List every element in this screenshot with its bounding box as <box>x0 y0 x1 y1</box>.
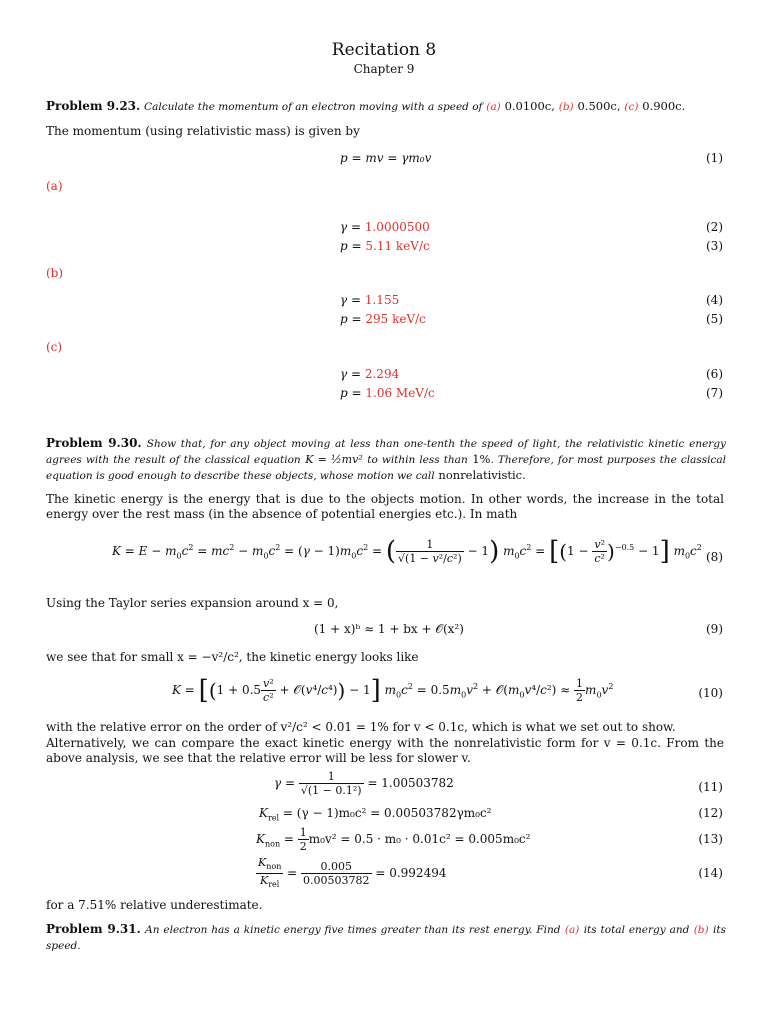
taylor-intro: Using the Taylor series expansion around x = 0, <box>46 596 339 610</box>
equation-14-denominator: 0.00503782 <box>303 874 370 888</box>
equation-14: $\frac{K_{non}}{K_{rel}}$ = $\frac{0.005}{0.00503782}$ = 0.992494 <box>258 856 447 890</box>
eqnum-10: (10) <box>698 686 723 700</box>
part-b-momentum-value: 295 keV/c <box>365 312 426 326</box>
part-c-momentum: p = 1.06 MeV/c <box>340 386 435 400</box>
eqnum-9: (9) <box>706 622 723 636</box>
equation-12: $K_{rel} = (\gamma - 1)m_0c^2 = 0.00503782\gamma m_0c^2$ <box>259 806 492 823</box>
eqnum-4: (4) <box>706 293 723 307</box>
problem-930-nonrelativistic: nonrelativistic. <box>438 468 526 482</box>
problem-923-part-a-value: 0.0100c, <box>504 99 555 113</box>
eqnum-1: (1) <box>706 151 723 165</box>
equation-1: p = mv = γm₀v <box>340 151 432 165</box>
relative-error-text: with the relative error on the order of v²/c² < 0.01 = 1% for v < 0.1c, which is what we set out to show. <box>46 720 676 734</box>
problem-930-text-b: to within less than <box>367 454 468 466</box>
problem-930-label: Problem 9.30. <box>46 436 142 450</box>
problem-923-statement <box>46 98 726 115</box>
part-b-momentum: p = 295 keV/c <box>340 312 426 326</box>
part-a-label: (a) <box>46 179 63 193</box>
equation-14-numerator: 0.005 <box>301 860 371 874</box>
problem-923-part-c-value: 0.900c. <box>642 99 686 113</box>
eqnum-11: (11) <box>698 780 723 794</box>
problem-931-part-a-label: (a) <box>564 924 580 936</box>
eqnum-12: (12) <box>698 806 723 820</box>
page-subtitle: Chapter 9 <box>353 62 415 76</box>
problem-923-part-b-label: (b) <box>558 101 574 113</box>
equation-11: γ = $\frac{1}{\text{√(1 − 0.1²)}}$ = 1.00503782 <box>274 770 454 797</box>
eqnum-5: (5) <box>706 312 723 326</box>
classical-ke-formula: K = ½mv² <box>305 453 363 466</box>
eqnum-7: (7) <box>706 386 723 400</box>
small-x-text: we see that for small x = −v²/c², the kinetic energy looks like <box>46 650 419 664</box>
equation-12-value: = (γ − 1)m₀c² = 0.00503782γm₀c² <box>282 806 492 820</box>
problem-931-label: Problem 9.31. <box>46 922 141 936</box>
problem-923-text: Calculate the momentum of an electron moving with a speed of <box>144 101 483 113</box>
part-a-momentum-value: 5.11 keV/c <box>365 239 430 253</box>
equation-10: K = [(1 + 0.5 $\frac{\text{v²}}{\text{c²}}$ + 𝒪(v⁴/c⁴)) − 1] $m_0c^2 = 0.5m_0v^2$ + $𝒪(m_0v^4/c^2)$ ≈ $\frac{1}{2}$ $m_0v^2$ <box>172 675 614 706</box>
equation-13: $K_{non}$ = $\frac{1}{2}$ m₀v² = 0.5 · m₀ · 0.01c² = 0.005m₀c² <box>256 826 531 853</box>
eqnum-8: (8) <box>706 550 723 564</box>
part-b-gamma: γ = 1.155 <box>340 293 400 307</box>
equation-13-value: m₀v² = 0.5 · m₀ · 0.01c² = 0.005m₀c² <box>308 832 531 846</box>
problem-931-text-1: An electron has a kinetic energy five times greater than its rest energy. Find <box>145 924 561 936</box>
problem-923-part-b-value: 0.500c, <box>577 99 621 113</box>
part-c-gamma-value: 2.294 <box>364 367 400 381</box>
problem-923-label: Problem 9.23. <box>46 99 141 113</box>
equation-8: $K = E - m_0c^2 = mc^2 - m_0c^2 = (\gamma - 1)m_0c^2$ = ( $\frac{1}{\text{√(1 − v²/c²)}}$ − 1) $m_0c^2 = [(1$ − $\frac{\text{v²}}{\text{c²}}$ )$^{-0.5}$ − 1] $m_0c^2$ <box>112 536 702 567</box>
part-c-momentum-value: 1.06 MeV/c <box>365 386 435 400</box>
equation-11-value: = 1.00503782 <box>367 776 454 790</box>
problem-931-text-4: speed. <box>46 940 81 952</box>
problem-930-text-a: Show that, for any object moving at less than one-tenth the speed of light, the relativistic kinetic energy agrees with the result of the classical equation <box>46 438 726 466</box>
part-a-momentum: p = 5.11 keV/c <box>340 239 430 253</box>
part-a-gamma: γ = 1.0000500 <box>340 220 430 234</box>
alternative-paragraph: Alternatively, we can compare the exact kinetic energy with the nonrelativistic form for v = 0.1c. From the above analysis, we see that the relative error will be less for slower v. <box>46 736 724 765</box>
kinetic-energy-paragraph: The kinetic energy is the energy that is due to the objects motion. In other words, the increase in the total energy over the rest mass (in the absence of potential energies etc.). In math <box>46 492 724 521</box>
part-c-label: (c) <box>46 340 63 354</box>
page-title: Recitation 8 <box>331 40 437 60</box>
part-b-label: (b) <box>46 266 64 280</box>
problem-930-text-c: . Therefore, for most purposes the classical equation is good enough to describe these objects, whose motion we call <box>46 454 726 482</box>
problem-923-part-a-label: (a) <box>486 101 501 113</box>
momentum-intro: The momentum (using relativistic mass) is given by <box>46 124 360 138</box>
problem-930-percent: 1% <box>472 452 491 466</box>
eqnum-14: (14) <box>698 866 723 880</box>
problem-923-part-c-label: (c) <box>624 101 639 113</box>
problem-931-part-b-label: (b) <box>693 924 709 936</box>
part-b-gamma-value: 1.155 <box>364 293 400 307</box>
eqnum-13: (13) <box>698 832 723 846</box>
equation-9: (1 + x)ᵇ ≈ 1 + bx + 𝒪(x²) <box>314 622 464 636</box>
eqnum-3: (3) <box>706 239 723 253</box>
underestimate-text: for a 7.51% relative underestimate. <box>46 898 263 912</box>
eqnum-6: (6) <box>706 367 723 381</box>
problem-930-statement <box>46 436 726 484</box>
eqnum-2: (2) <box>706 220 723 234</box>
equation-14-value: = 0.992494 <box>375 866 447 881</box>
problem-931-text-3: its <box>713 924 726 936</box>
part-a-gamma-value: 1.0000500 <box>364 220 430 234</box>
problem-931-text-2: its total energy and <box>583 924 690 936</box>
problem-931-statement <box>46 922 726 954</box>
part-c-gamma: γ = 2.294 <box>340 367 400 381</box>
